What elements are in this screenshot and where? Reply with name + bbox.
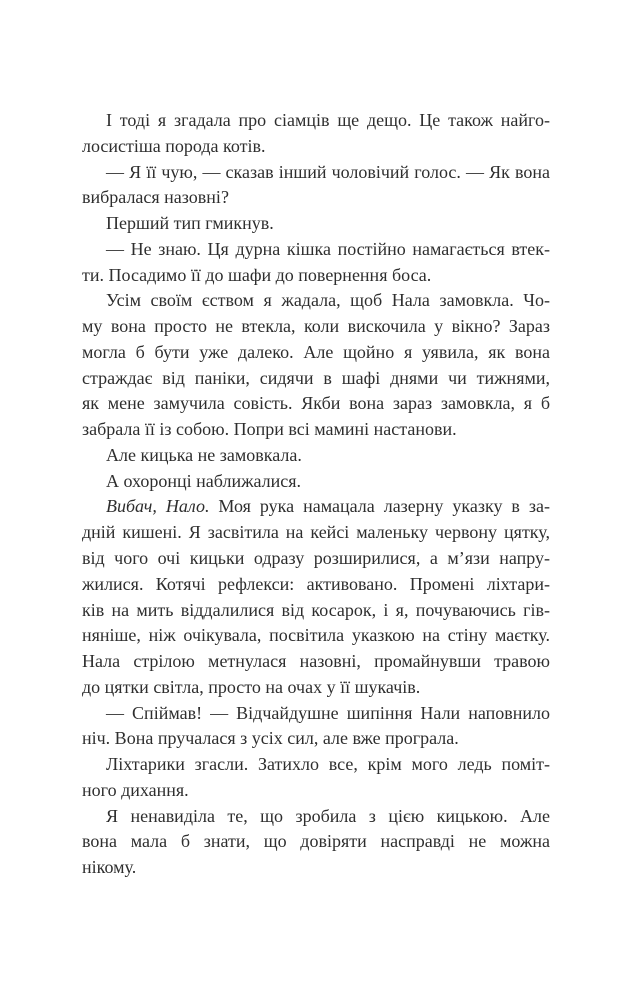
text-line: [82, 211, 550, 237]
line-text: ти. Посадимо її до шафи до повернення боса.: [82, 264, 432, 285]
text-line: [82, 417, 550, 443]
line-text: Я ненавиділа те, що зробила з цією кицькою. Але: [106, 805, 550, 826]
line-text: страждає від паніки, сидячи в шафі днями чи тижнями,: [82, 367, 550, 388]
line-text: могла б бути уже далеко. Але щойно я уявила, як вона: [82, 341, 550, 362]
paragraph: [82, 804, 550, 881]
text-line: [82, 572, 550, 598]
line-text: І тоді я згадала про сіамців ще дещо. Це також найго-: [106, 110, 550, 130]
text-line: [82, 804, 550, 830]
paragraph: [82, 494, 550, 700]
text-line: [82, 494, 550, 520]
line-text: му вона просто не втекла, коли вискочила у вікно? Зараз: [82, 316, 550, 337]
paragraph: [82, 211, 550, 237]
text-line: [82, 391, 550, 417]
line-text: вона мала б знати, що довіряти насправді не можна: [82, 831, 550, 852]
line-text: забрала її із собою. Попри всі мамині настанови.: [82, 419, 457, 440]
line-text: Перший тип гмикнув.: [106, 213, 274, 234]
line-text: А охоронці наближалися.: [106, 470, 302, 491]
line-text: до цятки світла, просто на очах у її шукачів.: [82, 676, 421, 697]
text-line: [82, 778, 550, 804]
text-line: [82, 366, 550, 392]
text-line: [82, 108, 550, 134]
line-text: від чого очі кицьки одразу розширилися, а м’язи напру-: [82, 548, 550, 569]
text-line: [82, 443, 550, 469]
italic-phrase: Вибач, Нало.: [106, 496, 210, 517]
line-text: няніше, ніж очікувала, посвітила указкою на стіну маєтку.: [82, 625, 550, 646]
text-line: [82, 546, 550, 572]
line-text: Але кицька не замовкала.: [106, 444, 302, 465]
text-line: [82, 598, 550, 624]
text-line: [82, 726, 550, 752]
text-line: [82, 829, 550, 855]
line-text: дній кишені. Я засвітила на кейсі маленьку червону цятку,: [82, 522, 550, 543]
line-text: Ліхтарики згасли. Затихло все, крім мого ледь поміт-: [106, 754, 550, 775]
paragraph: [82, 288, 550, 443]
text-line: [82, 185, 550, 211]
line-text: — Не знаю. Ця дурна кішка постійно намагається втек-: [106, 238, 550, 259]
line-text: Усім своїм єством я жадала, щоб Нала замовкла. Чо-: [106, 290, 550, 311]
text-line: [82, 520, 550, 546]
line-text: вибралася назовні?: [82, 187, 229, 208]
line-text: нікому.: [82, 857, 137, 878]
text-line: [82, 469, 550, 495]
text-line: [82, 340, 550, 366]
paragraph: [82, 752, 550, 804]
text-line: [82, 649, 550, 675]
line-text: Моя рука намацала лазерну указку в за-: [209, 496, 550, 517]
text-line: [82, 752, 550, 778]
line-text: лосистіша порода котів.: [82, 135, 266, 156]
text-line: [82, 855, 550, 881]
text-line: [82, 134, 550, 160]
book-page-text: [82, 108, 550, 881]
line-text: — Я її чую, — сказав інший чоловічий голос. — Як вона: [106, 161, 550, 182]
paragraph: [82, 108, 550, 160]
text-line: [82, 263, 550, 289]
paragraph: [82, 701, 550, 753]
line-text: ного дихання.: [82, 779, 189, 800]
text-line: [82, 623, 550, 649]
line-text: ків на мить віддалилися від косарок, і я, почуваючись гів-: [82, 599, 550, 620]
line-text: — Спіймав! — Відчайдушне шипіння Нали наповнило: [106, 702, 550, 723]
text-line: [82, 675, 550, 701]
line-text: як мене замучила совість. Якби вона зараз замовкла, я б: [82, 393, 550, 414]
line-text: жилися. Котячі рефлекси: активовано. Промені ліхтари-: [82, 573, 550, 594]
paragraph: [82, 237, 550, 289]
text-line: [82, 237, 550, 263]
paragraph: [82, 160, 550, 212]
paragraph: [82, 469, 550, 495]
line-text: Нала стрілою метнулася назовні, промайнувши травою: [82, 651, 550, 672]
text-line: [82, 160, 550, 186]
text-line: [82, 701, 550, 727]
text-line: [82, 288, 550, 314]
text-line: [82, 314, 550, 340]
paragraph: [82, 443, 550, 469]
line-text: ніч. Вона пручалася з усіх сил, але вже програла.: [82, 728, 459, 749]
